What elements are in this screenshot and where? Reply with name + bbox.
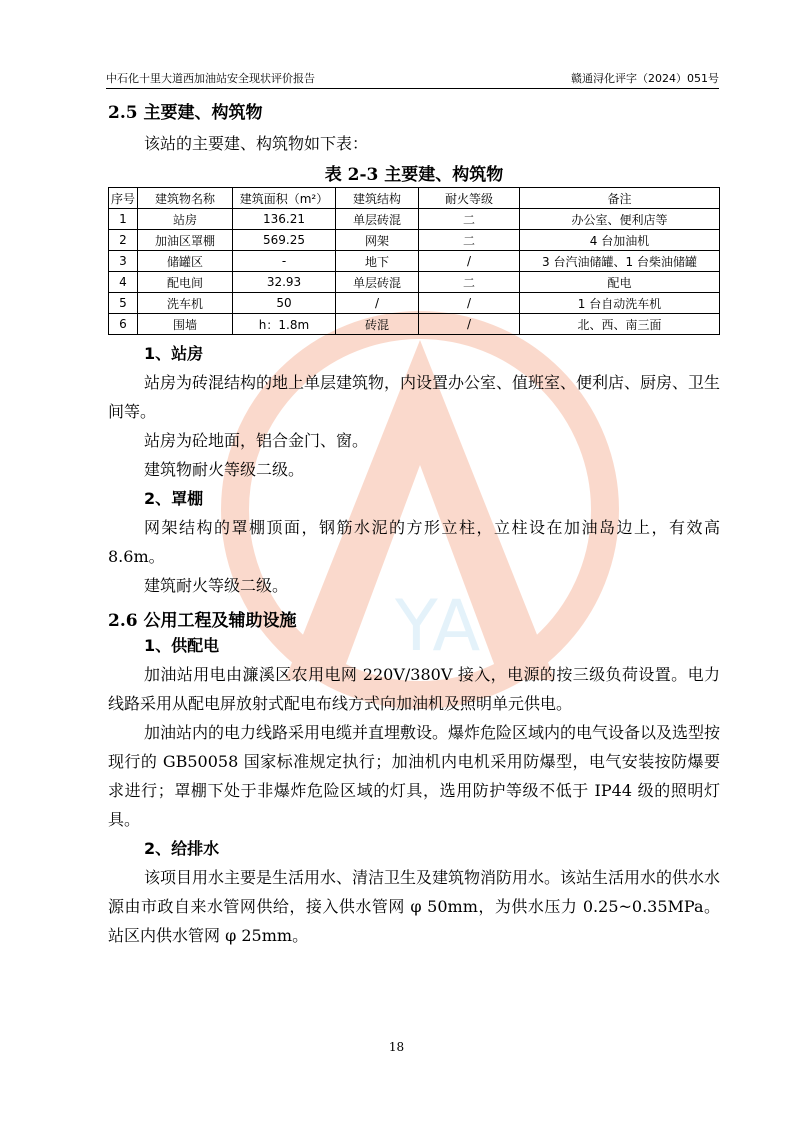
table-cell: 1 [109,209,138,230]
table-cell: 4 [109,272,138,293]
col-header: 建筑面积（m²） [233,188,336,209]
paragraph: 站房为砼地面，铝合金门、窗。 [144,431,369,450]
header-report-title: 中石化十里大道西加油站安全现状评价报告 [106,72,315,85]
table-title: 表 2-3 主要建、构筑物 [324,165,504,185]
paragraph: 加油站内的电力线路采用电缆并直埋敷设。爆炸危险区域内的电气设备以及选型按现行的 GB50058 国家标准规定执行；加油机内电机采用防爆型，电气安装按防爆要求进行；罩棚下处于非爆炸危险区域的灯具，选用防护等级不低于 IP44 级的照明灯具。 [108,723,721,829]
table-cell: 4 台加油机 [520,230,720,251]
table-cell: 32.93 [233,272,336,293]
table-cell: 砖混 [336,314,419,335]
table-cell: / [419,251,520,272]
table-cell: 站房 [138,209,233,230]
table-cell: 办公室、便利店等 [520,209,720,230]
section-heading-2-5: 2.5 主要建、构筑物 [108,103,263,123]
subsection-title-canopy: 2、罩棚 [144,489,204,508]
table-cell: 洗车机 [138,293,233,314]
table-cell: 1 台自动洗车机 [520,293,720,314]
watermark-letters: YA [395,585,481,667]
subsection-title-power-supply: 1、供配电 [144,636,220,655]
table-cell: 储罐区 [138,251,233,272]
table-cell: 136.21 [233,209,336,230]
table-cell: 单层砖混 [336,272,419,293]
paragraph: 站房为砖混结构的地上单层建筑物，内设置办公室、值班室、便利店、厨房、卫生间等。 [108,373,721,421]
table-header-row [109,188,720,209]
section-heading-2-6: 2.6 公用工程及辅助设施 [108,611,297,631]
table-cell: 3 [109,251,138,272]
table-cell: 网架 [336,230,419,251]
table-cell: 50 [233,293,336,314]
table-cell: 加油区罩棚 [138,230,233,251]
paragraph: 建筑耐火等级二级。 [144,576,289,595]
table-row [109,209,720,230]
table-row [109,314,720,335]
paragraph: 网架结构的罩棚顶面，钢筋水泥的方形立柱，立柱设在加油岛边上，有效高 8.6m。 [108,518,720,566]
table-cell: 配电间 [138,272,233,293]
paragraph: 加油站用电由濂溪区农用电网 220V/380V 接入，电源的按三级负荷设置。电力线路采用从配电屏放射式配电布线方式向加油机及照明单元供电。 [108,665,720,713]
table-cell: 地下 [336,251,419,272]
table-cell: 配电 [520,272,720,293]
col-header: 建筑物名称 [138,188,233,209]
paragraph: 该项目用水主要是生活用水、清洁卫生及建筑物消防用水。该站生活用水的供水水源由市政自来水管网供给，接入供水管网 φ 50mm，为供水压力 0.25~0.35MPa。站区内供水管网 φ 25mm。 [108,868,721,945]
header-report-number: 赣通浔化评字（2024）051号 [571,72,719,85]
subsection-title-station-house: 1、站房 [144,344,204,363]
col-header: 备注 [520,188,720,209]
table-row [109,293,720,314]
subsection-title-water: 2、给排水 [144,839,220,858]
table-cell: 5 [109,293,138,314]
table-cell: / [419,314,520,335]
table-cell: 北、西、南三面 [520,314,720,335]
col-header: 建筑结构 [336,188,419,209]
table-cell: 围墙 [138,314,233,335]
table-cell: / [419,293,520,314]
table-row [109,230,720,251]
table-cell: 二 [419,209,520,230]
table-cell: / [336,293,419,314]
table-cell: 单层砖混 [336,209,419,230]
col-header: 耐火等级 [419,188,520,209]
table-cell: 二 [419,230,520,251]
paragraph: 建筑物耐火等级二级。 [144,460,305,479]
section-intro: 该站的主要建、构筑物如下表： [144,134,369,153]
page-number: 18 [388,1040,405,1054]
col-header: 序号 [109,188,138,209]
table-cell: 2 [109,230,138,251]
table-cell: 3 台汽油储罐、1 台柴油储罐 [520,251,720,272]
table-cell: - [233,251,336,272]
table-cell: 569.25 [233,230,336,251]
page-body [108,98,720,950]
table-cell: 6 [109,314,138,335]
table-cell: h：1.8m [233,314,336,335]
buildings-table [108,187,720,335]
page-header [106,66,719,89]
table-row [109,251,720,272]
table-row [109,272,720,293]
table-cell: 二 [419,272,520,293]
